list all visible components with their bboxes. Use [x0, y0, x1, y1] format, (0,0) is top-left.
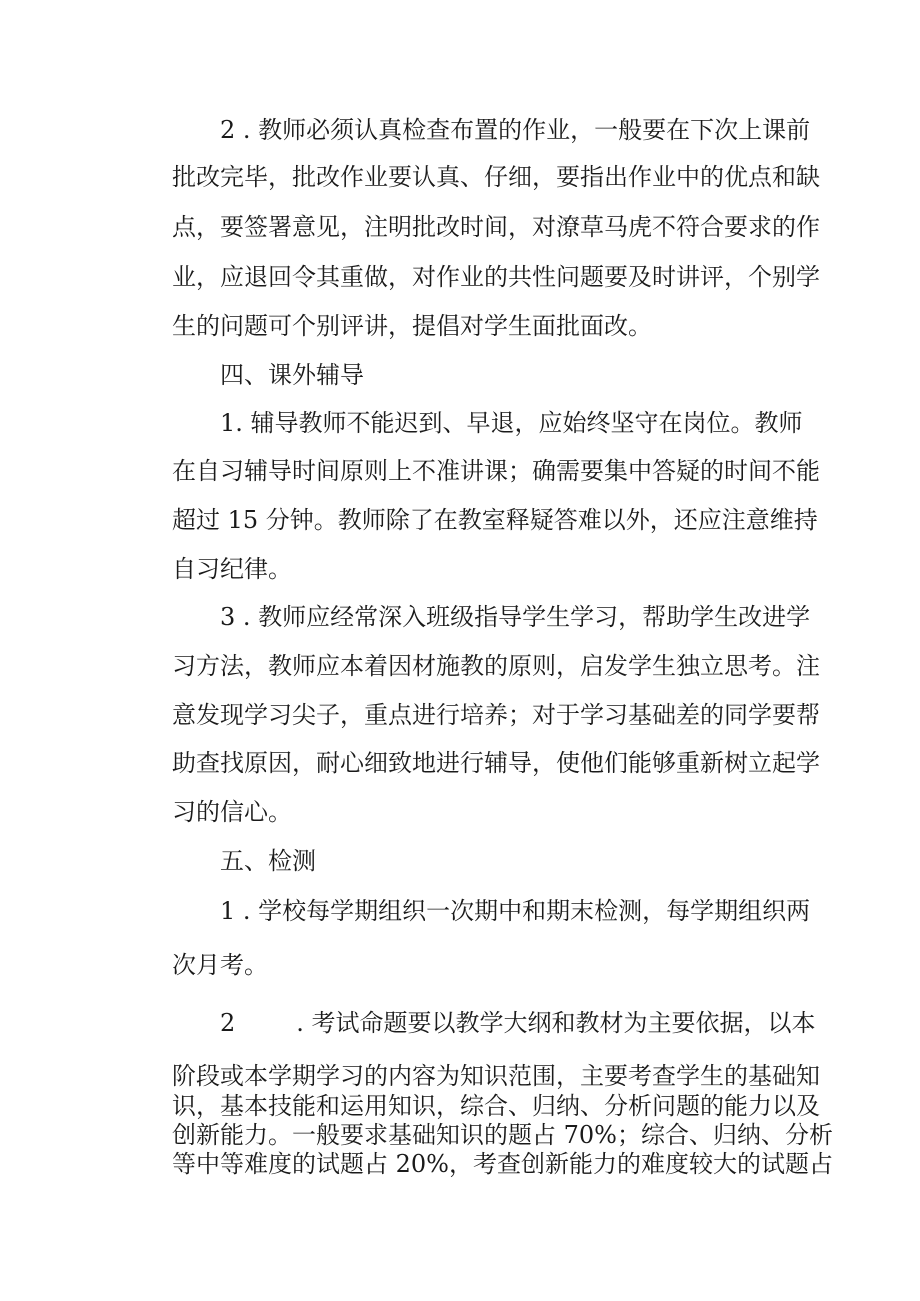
- paragraph-line: 3 . 教师应经常深入班级指导学生学习，帮助学生改进学: [220, 603, 811, 631]
- paragraph-line: 生的问题可个别评讲，提倡对学生面批面改。: [172, 312, 652, 340]
- paragraph-line: 2 . 考试命题要以教学大纲和教材为主要依据，以本: [220, 1009, 816, 1037]
- paragraph-line: 在自习辅导时间原则上不准讲课；确需要集中答疑的时间不能: [172, 457, 820, 485]
- paragraph-line: 1. 辅导教师不能迟到、早退，应始终坚守在岗位。教师: [220, 409, 803, 437]
- paragraph-line: 业，应退回令其重做，对作业的共性问题要及时讲评，个别学: [172, 263, 820, 291]
- section-heading: 四、课外辅导: [220, 361, 364, 389]
- paragraph-line: 阶段或本学期学习的内容为知识范围，主要考查学生的基础知: [172, 1062, 820, 1090]
- paragraph-line: 助查找原因，耐心细致地进行辅导，使他们能够重新树立起学: [172, 749, 820, 777]
- paragraph-line: 习的信心。: [172, 798, 292, 826]
- paragraph-line: 意发现学习尖子，重点进行培养；对于学习基础差的同学要帮: [172, 701, 820, 729]
- paragraph-line: 创新能力。一般要求基础知识的题占 70%；综合、归纳、分析: [172, 1121, 833, 1149]
- paragraph-line: 等中等难度的试题占 20%，考查创新能力的难度较大的试题占: [172, 1150, 833, 1178]
- paragraph-line: 自习纪律。: [172, 555, 292, 583]
- paragraph-line: 次月考。: [172, 951, 268, 979]
- paragraph-line: 批改完毕，批改作业要认真、仔细，要指出作业中的优点和缺: [172, 163, 820, 191]
- paragraph-line: 习方法，教师应本着因材施教的原则，启发学生独立思考。注: [172, 652, 820, 680]
- paragraph-line: 1 . 学校每学期组织一次期中和期末检测，每学期组织两: [220, 897, 811, 925]
- section-heading: 五、检测: [220, 847, 316, 875]
- paragraph-line: 超过 15 分钟。教师除了在教室释疑答难以外，还应注意维持: [172, 506, 818, 534]
- paragraph-line: 点，要签署意见，注明批改时间，对潦草马虎不符合要求的作: [172, 213, 820, 241]
- paragraph-line: 识，基本技能和运用知识，综合、归纳、分析问题的能力以及: [172, 1092, 820, 1120]
- paragraph-line: 2 . 教师必须认真检查布置的作业，一般要在下次上课前: [220, 116, 811, 144]
